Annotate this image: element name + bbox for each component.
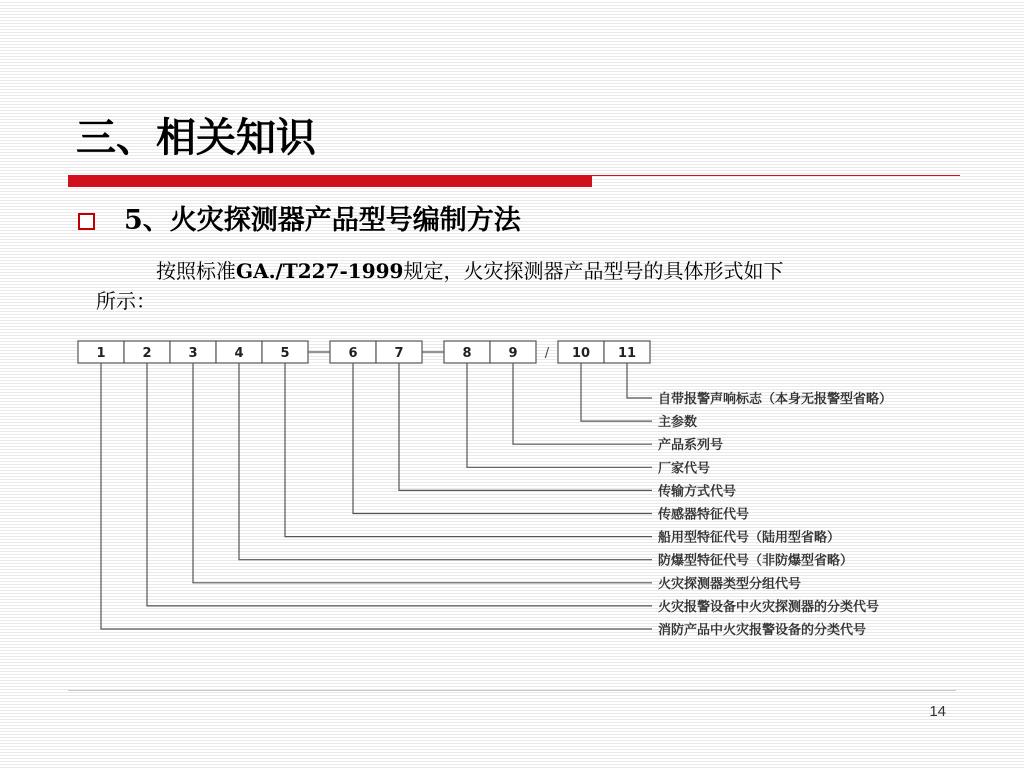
- leader-line-9: [513, 363, 652, 444]
- section-heading: 5、火灾探测器产品型号编制方法: [124, 205, 521, 236]
- slash-separator: /: [544, 346, 550, 361]
- leader-line-5: [285, 363, 652, 537]
- code-box-label-2: 2: [142, 346, 152, 361]
- position-label-9: 产品系列号: [658, 438, 724, 454]
- position-label-4: 防爆型特征代号（非防爆型省略）: [658, 553, 854, 569]
- position-label-5: 船用型特征代号（陆用型省略）: [658, 530, 841, 546]
- leader-line-3: [193, 363, 652, 583]
- code-box-label-4: 4: [234, 346, 244, 361]
- code-box-label-6: 6: [348, 346, 358, 361]
- code-box-label-9: 9: [508, 346, 518, 361]
- position-label-2: 火灾报警设备中火灾探测器的分类代号: [658, 599, 880, 615]
- page-number: 14: [929, 703, 946, 720]
- code-box-label-5: 5: [280, 346, 290, 361]
- position-label-10: 主参数: [658, 415, 698, 431]
- paragraph-prefix: 按照标准: [156, 259, 236, 283]
- code-box-label-8: 8: [462, 346, 472, 361]
- position-label-8: 厂家代号: [658, 461, 711, 477]
- position-label-3: 火灾探测器类型分组代号: [658, 576, 802, 592]
- slide-title: 三、相关知识: [76, 115, 316, 161]
- paragraph-suffix: 规定，火灾探测器产品型号的具体形式如下: [403, 259, 784, 283]
- code-box-label-7: 7: [394, 346, 404, 361]
- paragraph-line-2: 所示：: [96, 289, 156, 313]
- code-box-label-1: 1: [96, 346, 106, 361]
- code-box-label-3: 3: [188, 346, 198, 361]
- leader-line-4: [239, 363, 652, 560]
- leader-line-11: [627, 363, 652, 398]
- position-label-6: 传感器特征代号: [658, 507, 750, 523]
- standard-code: GA./T227-1999: [236, 259, 404, 283]
- position-label-1: 消防产品中火灾报警设备的分类代号: [658, 623, 867, 638]
- code-box-label-11: 11: [617, 346, 637, 361]
- leader-line-1: [101, 363, 652, 629]
- leader-line-10: [581, 363, 652, 421]
- position-label-7: 传输方式代号: [658, 484, 737, 500]
- leader-line-8: [467, 363, 652, 467]
- footer-divider: [68, 690, 956, 691]
- leader-line-7: [399, 363, 652, 490]
- code-box-label-10: 10: [571, 346, 591, 361]
- position-label-11: 自带报警声响标志（本身无报警型省略）: [658, 392, 893, 407]
